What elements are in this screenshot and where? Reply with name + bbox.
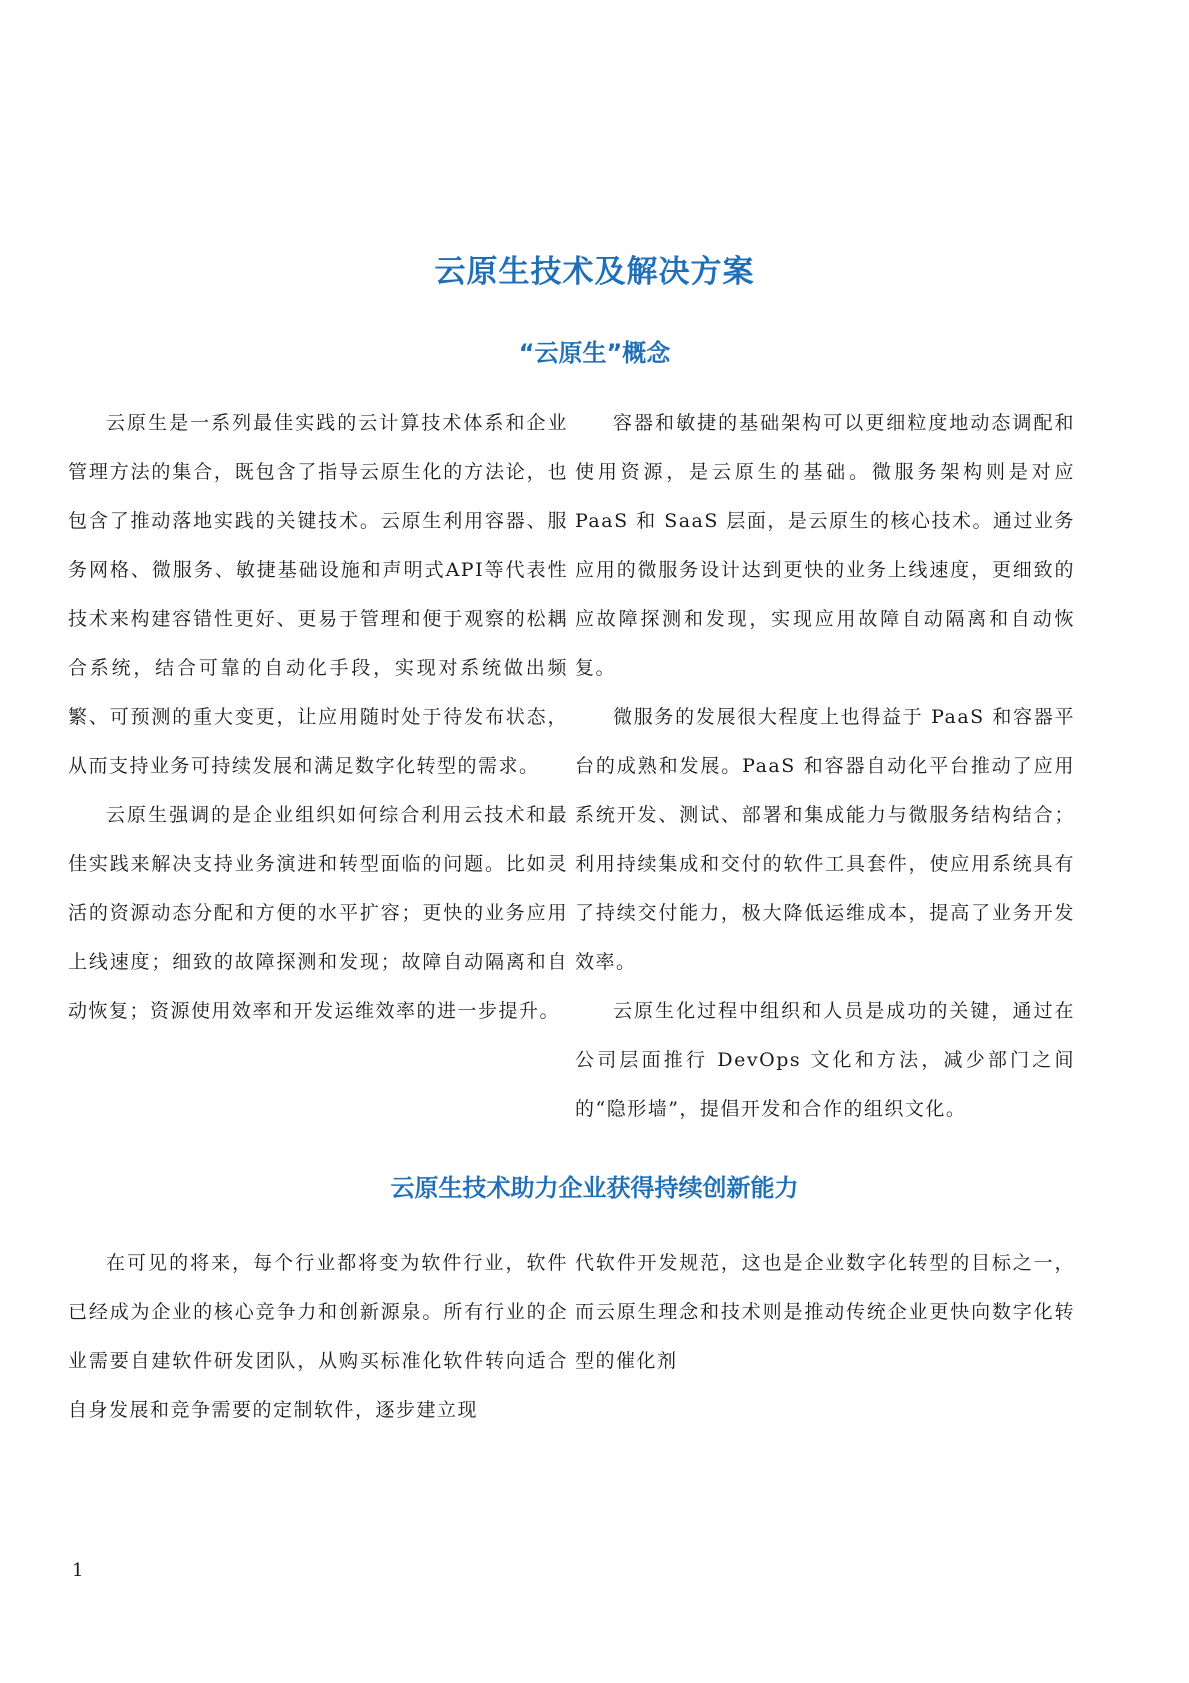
paragraph: 代软件开发规范，这也是企业数字化转型的目标之一，而云原生理念和技术则是推动传统企业更快向数字化转型的催化剂 [575,1252,1075,1372]
paragraph: 微服务的发展很大程度上也得益于 PaaS 和容器平台的成熟和发展。PaaS 和容器自动化平台推动了应用系统开发、测试、部署和集成能力与微服务结构结合；利用持续集成和交付的软件工具套件，使应用系统具有了持续交付能力，极大降低运维成本，提高了业务开发效率。 [575,706,1075,973]
paragraph: 容器和敏捷的基础架构可以更细粒度地动态调配和使用资源，是云原生的基础。微服务架构则是对应 PaaS 和 SaaS 层面，是云原生的核心技术。通过业务应用的微服务设计达到更快的业务上线速度，更细致的应故障探测和发现，实现应用故障自动隔离和自动恢复。 [575,412,1075,679]
paragraph: 云原生化过程中组织和人员是成功的关键，通过在公司层面推行 DevOps 文化和方法，减少部门之间的“隐形墙”，提倡开发和合作的组织文化。 [575,1000,1075,1120]
page-number: 1 [72,1560,84,1581]
paragraph: 云原生强调的是企业组织如何综合利用云技术和最佳实践来解决支持业务演进和转型面临的问题。比如灵活的资源动态分配和方便的水平扩容；更快的业务应用上线速度；细致的故障探测和发现；故障自动隔离和自动恢复；资源使用效率和开发运维效率的进一步提升。 [68,804,568,1022]
document-title: 云原生技术及解决方案 [434,254,755,290]
section2-right-column [575,1239,1075,1386]
paragraph: 云原生是一系列最佳实践的云计算技术体系和企业管理方法的集合，既包含了指导云原生化的方法论，也包含了推动落地实践的关键技术。云原生利用容器、服务网格、微服务、敏捷基础设施和声明式API等代表性技术来构建容错性更好、更易于管理和便于观察的松耦合系统，结合可靠的自动化手段，实现对系统做出频繁、可预测的重大变更，让应用随时处于待发布状态，从而支持业务可持续发展和满足数字化转型的需求。 [68,412,568,777]
section1-right-column [575,399,1075,1134]
section-heading-concept: “云原生”概念 [518,339,671,367]
section1-left-column [68,399,568,1036]
paragraph: 在可见的将来，每个行业都将变为软件行业，软件已经成为企业的核心竞争力和创新源泉。所有行业的企业需要自建软件研发团队，从购买标准化软件转向适合自身发展和竞争需要的定制软件，逐步建立现 [68,1252,568,1421]
section2-left-column [68,1239,568,1435]
section-heading-innovation: 云原生技术助力企业获得持续创新能力 [390,1174,799,1202]
